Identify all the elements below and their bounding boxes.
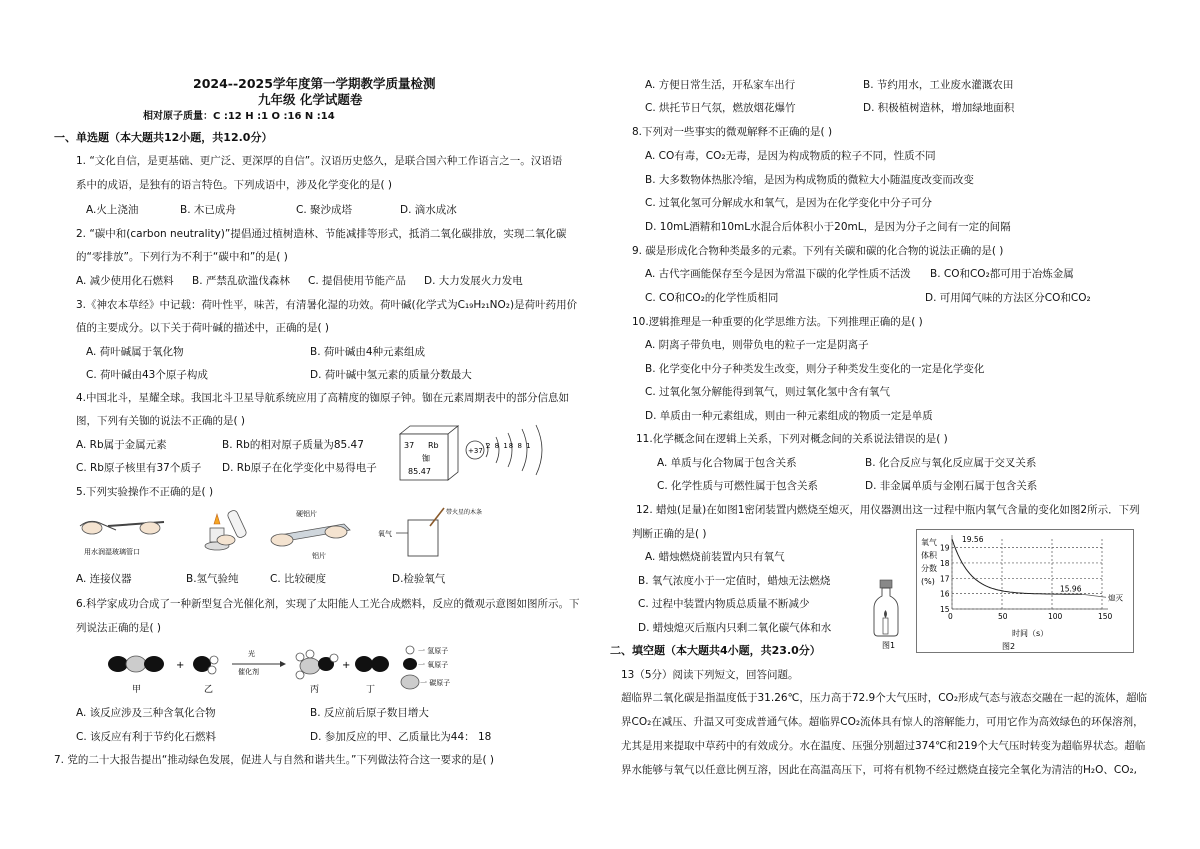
plot-ylabel-4: (%): [921, 577, 935, 586]
q13-line1: 超临界二氧化碳是指温度低于31.26℃，压力高于72.9个大气压时，CO₂形成气态与液态交融在一起的流体，超临: [621, 692, 1148, 704]
atomic-masses: 相对原子质量：C :12 H :1 O :16 N :14: [143, 111, 335, 122]
plot-extinguish-label: 熄灭: [1108, 593, 1123, 603]
plot-y-tick: 18: [940, 558, 950, 568]
q3-line1: 3.《神农本草经》中记载：荷叶性平，味苦，有清暑化湿的功效。荷叶碱(化学式为C₁₉H₂₁NO₂)是荷叶药用价: [76, 299, 578, 311]
q6-option-d: D. 参加反应的甲、乙质量比为44： 18: [310, 731, 492, 743]
q10-option-b: B. 化学变化中分子种类发生改变，则分子种类发生变化的一定是化学变化: [645, 363, 985, 375]
q12-option-a: A. 蜡烛燃烧前装置内只有氧气: [645, 551, 785, 563]
q8-option-b: B. 大多数物体热胀冷缩，是因为构成物质的微粒大小随温度改变而改变: [645, 174, 974, 186]
arrow-light: 光: [248, 650, 255, 658]
q6-line2: 列说法正确的是( ): [76, 622, 162, 634]
q5-caption-b: 硬铝片: [296, 510, 317, 518]
section1-title: 一、单选题（本大题共12小题，共12.0分）: [54, 131, 273, 144]
q2-line2: 的“零排放”。下列行为不利于“碳中和”的是( ): [76, 251, 288, 263]
q12-option-b: B. 氧气浓度小于一定值时，蜡烛无法燃烧: [638, 575, 831, 587]
product-ding: [355, 656, 389, 695]
q3-option-b: B. 荷叶碱由4种元素组成: [310, 346, 426, 358]
arrow-catalyst: 催化剂: [238, 668, 259, 676]
section2-title: 二、填空题（本大题共4小题，共23.0分）: [610, 644, 821, 657]
q11-option-a: A. 单质与化合物属于包含关系: [657, 457, 797, 469]
q11-line1: 11.化学概念间在逻辑上关系，下列对概念间的关系说法错误的是( ): [636, 433, 948, 445]
connect-apparatus-illustration: [80, 521, 164, 556]
q13-line4: 界水能够与氧气以任意比例互溶，因此在高温高压下，可将有机物不经过燃烧直接完全氧化为清洁的H₂O、CO₂,: [621, 764, 1138, 776]
plot-ylabel-3: 分数: [921, 564, 937, 573]
product-bing: [296, 650, 338, 695]
q8-option-c: C. 过氧化氢可分解成水和氧气，是因为在化学变化中分子可分: [645, 197, 933, 209]
q1-option-a: A.火上浇油: [86, 204, 139, 216]
q10-option-c: C. 过氧化氢分解能得到氧气，则过氧化氢中含有氧气: [645, 386, 891, 398]
candle-bottle-figure: [868, 578, 908, 650]
q2-option-b: B. 严禁乱砍滥伐森林: [192, 275, 290, 287]
rb-name: 铷: [422, 454, 430, 463]
rb-mass: 85.47: [408, 467, 431, 476]
plot-xlabel: 时间（s）: [1012, 629, 1049, 638]
q5-lab-illustrations: [74, 506, 574, 566]
q7-option-d: D. 积极植树造林，增加绿地面积: [863, 102, 1015, 114]
plot-x-tick: 0: [948, 612, 953, 621]
q1-line1: 1. “文化自信，是更基础、更广泛、更深厚的自信”。汉语历史悠久，是联合国六种工作语言之一。汉语语: [76, 155, 563, 167]
plot-y-tick: 19: [940, 543, 950, 553]
q6-option-a: A. 该反应涉及三种含氧化合物: [76, 707, 216, 719]
rb-atomic-number: 37: [404, 441, 415, 450]
q6-line1: 6.科学家成功合成了一种新型复合光催化剂，实现了太阳能人工光合成燃料，反应的微观示意图如图所示。下: [76, 598, 580, 610]
q8-option-a: A. CO有毒，CO₂无毒，是因为构成物质的粒子不同，性质不同: [645, 150, 936, 162]
atom-legend: [401, 646, 450, 689]
q5-option-a: A. 连接仪器: [76, 573, 132, 585]
q9-option-a: A. 古代字画能保存至今是因为常温下碳的化学性质不活泼: [645, 268, 911, 280]
reactant-jia: [108, 656, 164, 695]
q12-line1: 12. 蜡烛(足量)在如图1密闭装置内燃烧至熄灭，用仪器测出这一过程中瓶内氧气含量的变化如图2所示．下列: [636, 504, 1140, 516]
q5-caption-a: 用水润湿玻璃管口: [84, 548, 140, 556]
hydrogen-test-illustration: [205, 509, 247, 550]
legend-carbon: 一 碳原子: [420, 679, 451, 687]
q2-option-d: D. 大力发展火力发电: [424, 275, 523, 287]
rb-symbol: Rb: [428, 441, 439, 450]
q7-option-a: A. 方便日常生活，开私家车出行: [645, 79, 796, 91]
plot-x-tick: 50: [998, 612, 1008, 621]
q6-option-b: B. 反应前后原子数目增大: [310, 707, 429, 719]
q4-option-c: C. Rb原子核里有37个质子: [76, 462, 202, 474]
q2-line1: 2. “碳中和(carbon neutrality)”提倡通过植树造林、节能减排等形式，抵消二氧化碳排放，实现二氧化碳: [76, 228, 567, 240]
rb-shell-electrons: 2 8 18 8 1: [486, 442, 532, 450]
q1-option-b: B. 木已成舟: [180, 204, 236, 216]
q4-option-d: D. Rb原子在化学变化中易得电子: [222, 462, 377, 474]
rb-element-cell: [394, 424, 460, 482]
label-ding: 丁: [366, 685, 376, 695]
plus-1: +: [176, 660, 185, 671]
q4-line2: 图，下列有关铷的说法不正确的是( ): [76, 415, 246, 427]
reactant-yi: [193, 656, 218, 695]
label-bing: 丙: [310, 685, 320, 695]
oxygen-test-illustration: [378, 508, 482, 556]
q4-option-a: A. Rb属于金属元素: [76, 439, 167, 451]
q8-option-d: D. 10mL酒精和10mL水混合后体积小于20mL，是因为分子之间有一定的间隔: [645, 221, 1011, 233]
plot-start-label: 19.56: [962, 535, 984, 544]
plot-x-tick: 150: [1098, 612, 1113, 621]
q5-option-b: B.氢气验纯: [186, 573, 239, 585]
q10-option-d: D. 单质由一种元素组成，则由一种元素组成的物质一定是单质: [645, 410, 933, 422]
q6-option-c: C. 该反应有利于节约化石燃料: [76, 731, 217, 743]
q12-option-d: D. 蜡烛熄灭后瓶内只剩二氧化碳气体和水: [638, 622, 832, 634]
q13-line3: 尤其是用来提取中草药中的有效成分。水在温度、压强分别超过374℃和219个大气压时转变为超临界状态。超临: [621, 740, 1146, 752]
exam-title: 2024--2025学年度第一学期教学质量检测: [193, 76, 436, 91]
q10-option-a: A. 阴离子带负电，则带负电的粒子一定是阴离子: [645, 339, 869, 351]
q3-option-a: A. 荷叶碱属于氧化物: [86, 346, 184, 358]
q6-reaction-diagram: [104, 642, 504, 700]
q13-head: 13（5分）阅读下列短文，回答问题。: [621, 669, 799, 681]
q9-option-c: C. CO和CO₂的化学性质相同: [645, 292, 779, 304]
exam-subtitle: 九年级 化学试题卷: [258, 92, 363, 107]
q7-option-c: C. 烘托节日气氛，燃放烟花爆竹: [645, 102, 796, 114]
plot-ylabel-1: 氧气: [921, 538, 937, 547]
plus-2: +: [342, 660, 351, 671]
q9-line1: 9. 碳是形成化合物种类最多的元素。下列有关碳和碳的化合物的说法正确的是( ): [632, 245, 1004, 257]
q8-line1: 8.下列对一些事实的微观解释不正确的是( ): [632, 126, 833, 138]
fig2-label: 图2: [1002, 642, 1016, 651]
oxygen-content-plot: [916, 529, 1134, 653]
plot-y-tick: 16: [940, 589, 950, 599]
q7-line1: 7. 党的二十大报告提出“推动绿色发展，促进人与自然和谐共生。”下列做法符合这一要求的是( ): [54, 754, 495, 766]
q9-option-b: B. CO和CO₂都可用于冶炼金属: [930, 268, 1074, 280]
hardness-test-illustration: [271, 509, 350, 560]
q7-option-b: B. 节约用水，工业废水灌溉农田: [863, 79, 1014, 91]
plot-y-tick: 15: [940, 605, 950, 614]
q11-option-d: D. 非金属单质与金刚石属于包含关系: [865, 480, 1038, 492]
q5-option-c: C. 比较硬度: [270, 573, 327, 585]
q5-caption-e: 带火星的木条: [446, 509, 483, 516]
q9-option-d: D. 可用闻气味的方法区分CO和CO₂: [925, 292, 1091, 304]
q11-option-b: B. 化合反应与氧化反应属于交叉关系: [865, 457, 1037, 469]
q5-caption-c: 铝片: [312, 552, 326, 560]
q11-option-c: C. 化学性质与可燃性属于包含关系: [657, 480, 819, 492]
q1-option-d: D. 滴水成冰: [400, 204, 457, 216]
q3-option-d: D. 荷叶碱中氢元素的质量分数最大: [310, 369, 472, 381]
q5-option-d: D.检验氧气: [392, 573, 446, 585]
rb-nucleus-charge: +37: [468, 447, 483, 455]
label-jia: 甲: [132, 685, 142, 695]
q13-line2: 界CO₂在减压、升温又可变成普通气体。超临界CO₂流体具有惊人的溶解能力，可用它作为高效绿色的环保溶剂，: [621, 716, 1144, 728]
q4-option-b: B. Rb的相对原子质量为85.47: [222, 439, 364, 451]
q3-line2: 值的主要成分。以下关于荷叶碱的描述中，正确的是( ): [76, 322, 330, 334]
q4-line1: 4.中国北斗，星耀全球。我国北斗卫星导航系统应用了高精度的铷原子钟。铷在元素周期表中的部分信息如: [76, 392, 570, 404]
plot-x-tick: 100: [1048, 612, 1063, 621]
q10-line1: 10.逻辑推理是一种重要的化学思维方法。下列推理正确的是( ): [632, 316, 923, 328]
plot-ylabel-2: 体积: [921, 551, 937, 560]
q2-option-a: A. 减少使用化石燃料: [76, 275, 174, 287]
plot-y-tick: 17: [940, 574, 950, 584]
q5-line1: 5.下列实验操作不正确的是( ): [76, 486, 214, 498]
legend-oxygen: 一 氧原子: [418, 661, 449, 669]
rb-atom-structure: [464, 421, 556, 479]
q1-line2: 系中的成语，是独有的语言特色。下列成语中，涉及化学变化的是( ): [76, 179, 393, 191]
q5-caption-d: 氧气: [378, 530, 392, 538]
plot-end-label: 15.96: [1060, 584, 1082, 594]
fig1-label: 图1: [882, 641, 896, 650]
q12-option-c: C. 过程中装置内物质总质量不断减少: [638, 598, 810, 610]
legend-hydrogen: 一 氢原子: [418, 647, 449, 655]
q2-option-c: C. 提倡使用节能产品: [308, 275, 407, 287]
q3-option-c: C. 荷叶碱由43个原子构成: [86, 369, 208, 381]
q12-line2: 判断正确的是( ): [632, 528, 707, 540]
label-yi: 乙: [204, 685, 214, 695]
q1-option-c: C. 聚沙成塔: [296, 204, 353, 216]
